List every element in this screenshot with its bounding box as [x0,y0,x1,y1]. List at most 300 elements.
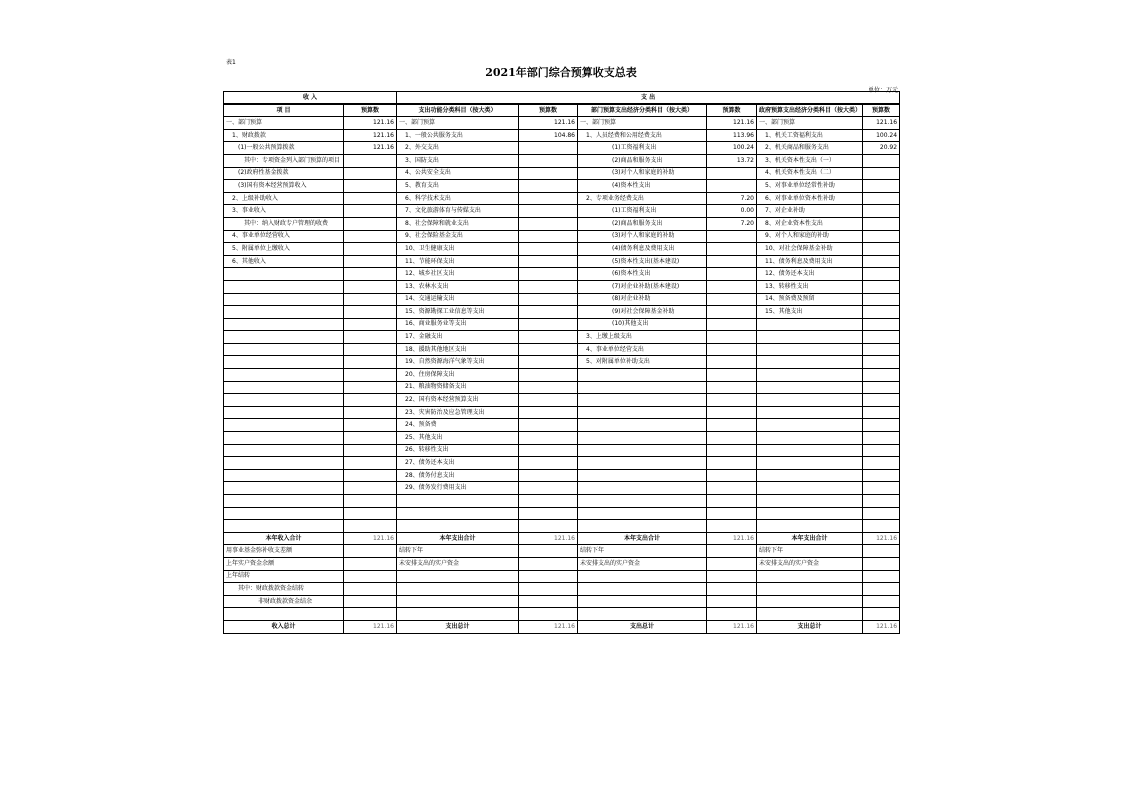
table-row [224,482,900,495]
income-value [344,192,397,205]
dept-econ-value-empty [707,406,757,419]
carry-income-label: 上年结转 [224,570,344,583]
gov-econ-label: 7、对企业补助 [757,205,863,218]
func-value [519,406,578,419]
income-label-empty [224,495,344,508]
dept-econ-label: 4、事业单位经营支出 [578,343,707,356]
table-row [224,180,900,193]
income-value-empty [344,268,397,281]
gov-econ-label: 6、对事业单位资本性补助 [757,192,863,205]
dept-econ-value [707,331,757,344]
func-value [519,432,578,445]
func-value [519,469,578,482]
carry-gov-label: 结转下年 [757,545,863,558]
table-row [224,129,900,142]
dept-econ-value-empty [707,369,757,382]
income-value-empty [344,457,397,470]
table-row [224,192,900,205]
carry-row [224,557,900,570]
carry-gov-label [757,570,863,583]
page-title: 2021年部门综合预算收支总表 [485,66,637,79]
table-row [224,406,900,419]
func-value: 121.16 [519,117,578,130]
dept-total-value: 121.16 [707,532,757,545]
carry-func-label [397,570,519,583]
section-header-row [224,92,900,105]
dept-econ-label-empty [578,419,707,432]
table-row [224,142,900,155]
income-value-empty [344,432,397,445]
income-label-empty [224,394,344,407]
dept-econ-label: 1、人员经费和公用经费支出 [578,129,707,142]
func-label: 6、科学技术支出 [397,192,519,205]
func-label: 一、部门预算 [397,117,519,130]
income-value-empty [344,356,397,369]
func-value [519,268,578,281]
carry-dept-label [578,583,707,596]
gov-total-value: 121.16 [863,532,900,545]
income-label-empty [224,369,344,382]
func-value [519,343,578,356]
dept-econ-value-empty [707,432,757,445]
empty-cell [863,608,900,621]
header-item: 项 目 [224,104,344,117]
empty-cell [397,608,519,621]
dept-econ-label-empty [578,381,707,394]
income-label-empty [224,268,344,281]
carry-income-value [344,557,397,570]
gov-econ-label: 3、机关资本性支出（一） [757,154,863,167]
dept-econ-value-empty [707,444,757,457]
func-value [519,217,578,230]
carry-income-value [344,570,397,583]
income-label: 5、附属单位上缴收入 [224,243,344,256]
func-value [519,394,578,407]
income-value-empty [344,306,397,319]
gov-total-label: 本年支出合计 [757,532,863,545]
func-value [519,482,578,495]
table-row [224,217,900,230]
carry-dept-value [707,545,757,558]
gov-econ-value-empty [863,331,900,344]
income-label: (1)一般公共预算拨款 [224,142,344,155]
carry-row [224,545,900,558]
dept-econ-value [707,243,757,256]
income-value-empty [344,394,397,407]
func-value [519,154,578,167]
gov-econ-value [863,268,900,281]
func-label: 17、金融支出 [397,331,519,344]
gov-econ-label-empty [757,356,863,369]
income-label-empty [224,432,344,445]
gov-econ-label: 1、机关工资福利支出 [757,129,863,142]
carry-income-label: 上年实户资金余额 [224,557,344,570]
carry-dept-value [707,583,757,596]
dept-econ-value [707,255,757,268]
gov-econ-value-empty [863,469,900,482]
gov-econ-value [863,167,900,180]
income-label-empty [224,469,344,482]
func-value [519,280,578,293]
gov-econ-value: 100.24 [863,129,900,142]
gov-econ-label-empty [757,507,863,520]
income-value-empty [344,293,397,306]
income-value-empty [344,469,397,482]
func-label: 4、公共安全支出 [397,167,519,180]
table-row [224,457,900,470]
func-label: 28、债务付息支出 [397,469,519,482]
carry-row [224,570,900,583]
income-label-empty [224,507,344,520]
carry-income-value [344,583,397,596]
income-total-value: 121.16 [344,532,397,545]
dept-econ-label: (9)对社会保障基金补助 [578,306,707,319]
gov-econ-label-empty [757,520,863,533]
func-value [519,457,578,470]
gov-econ-value [863,306,900,319]
income-label-empty [224,419,344,432]
gov-econ-label: 11、债务利息及费用支出 [757,255,863,268]
dept-econ-label-empty [578,457,707,470]
income-label-empty [224,444,344,457]
income-label: 其中：纳入财政专户管理的收费 [224,217,344,230]
dept-econ-value-empty [707,507,757,520]
gov-econ-value [863,293,900,306]
func-label: 5、教育支出 [397,180,519,193]
gov-econ-value-empty [863,457,900,470]
func-total-label: 本年支出合计 [397,532,519,545]
dept-econ-value [707,280,757,293]
func-label: 2、外交支出 [397,142,519,155]
income-value-empty [344,318,397,331]
func-label: 29、债务发行费用支出 [397,482,519,495]
income-label-empty [224,343,344,356]
gov-econ-label: 2、机关商品和服务支出 [757,142,863,155]
dept-econ-value-empty [707,457,757,470]
gov-econ-label: 14、预备费及预留 [757,293,863,306]
func-label: 16、商业服务业等支出 [397,318,519,331]
gov-econ-label-empty [757,495,863,508]
carry-gov-label [757,595,863,608]
carry-gov-value [863,570,900,583]
func-value [519,419,578,432]
gov-econ-label-empty [757,331,863,344]
gov-econ-label: 12、债务还本支出 [757,268,863,281]
dept-econ-label: (2)商品和服务支出 [578,217,707,230]
empty-cell [707,608,757,621]
income-label: 1、财政拨款 [224,129,344,142]
dept-econ-label: 一、部门预算 [578,117,707,130]
func-label: 18、援助其他地区支出 [397,343,519,356]
func-value [519,293,578,306]
func-label: 8、社会保障和就业支出 [397,217,519,230]
gov-econ-value-empty [863,507,900,520]
dept-econ-label: (5)资本性支出(基本建设) [578,255,707,268]
dept-econ-label: (7)对企业补助(基本建设) [578,280,707,293]
dept-econ-label-empty [578,469,707,482]
carry-dept-label: 结转下年 [578,545,707,558]
table-row [224,117,900,130]
income-value [344,180,397,193]
dept-econ-label: (1)工资福利支出 [578,205,707,218]
carry-income-label: 用事业基金弥补收支差额 [224,545,344,558]
income-value-empty [344,444,397,457]
table-row [224,205,900,218]
func-grand-label: 支出总计 [397,620,519,633]
table-row [224,394,900,407]
func-value [519,142,578,155]
gov-econ-label-empty [757,469,863,482]
dept-econ-value [707,318,757,331]
carry-dept-value [707,595,757,608]
carry-income-label: 其中：财政拨款资金结转 [224,583,344,596]
func-value [519,205,578,218]
func-value [519,331,578,344]
dept-econ-value-empty [707,419,757,432]
table-row [224,495,900,508]
gov-econ-label: 8、对企业资本性支出 [757,217,863,230]
dept-econ-label: 3、上缴上级支出 [578,331,707,344]
func-value [519,444,578,457]
dept-econ-value [707,343,757,356]
dept-econ-label: (4)债务利息及费用支出 [578,243,707,256]
carry-func-label: 结转下年 [397,545,519,558]
income-value-empty [344,343,397,356]
table-row [224,507,900,520]
gov-econ-value [863,230,900,243]
dept-econ-value [707,167,757,180]
func-label: 23、灾害防治及应急管理支出 [397,406,519,419]
income-label: (3)国有资本经营预算收入 [224,180,344,193]
income-label: 6、其他收入 [224,255,344,268]
carry-dept-label: 未安排支出的实户资金 [578,557,707,570]
spacer-row [224,608,900,621]
func-label: 14、交通运输支出 [397,293,519,306]
header-amount: 预算数 [707,104,757,117]
gov-econ-value [863,154,900,167]
income-value [344,217,397,230]
carry-dept-value [707,557,757,570]
dept-econ-label-empty [578,394,707,407]
table-row [224,469,900,482]
dept-econ-label-empty [578,369,707,382]
income-label: 一、部门预算 [224,117,344,130]
dept-econ-value [707,180,757,193]
func-label: 7、文化旅游体育与传媒支出 [397,205,519,218]
carry-income-value [344,595,397,608]
gov-econ-label-empty [757,432,863,445]
func-label: 12、城乡社区支出 [397,268,519,281]
income-value-empty [344,406,397,419]
dept-econ-label: (1)工资福利支出 [578,142,707,155]
dept-econ-value [707,230,757,243]
func-value [519,192,578,205]
dept-econ-value: 100.24 [707,142,757,155]
dept-grand-value: 121.16 [707,620,757,633]
dept-econ-value-empty [707,381,757,394]
income-value [344,243,397,256]
gov-econ-value-empty [863,520,900,533]
table-row [224,268,900,281]
gov-econ-value [863,280,900,293]
func-value: 104.86 [519,129,578,142]
gov-grand-value: 121.16 [863,620,900,633]
table-row [224,369,900,382]
dept-econ-value-empty [707,482,757,495]
gov-econ-value-empty [863,406,900,419]
carry-gov-value [863,557,900,570]
income-grand-label: 收入总计 [224,620,344,633]
func-value [519,369,578,382]
table-row [224,520,900,533]
dept-econ-value-empty [707,469,757,482]
dept-econ-value-empty [707,520,757,533]
carry-gov-label: 未安排支出的实户资金 [757,557,863,570]
unit-label: 单位：万元 [867,87,898,94]
dept-econ-label: (2)商品和服务支出 [578,154,707,167]
gov-econ-value [863,243,900,256]
gov-econ-value-empty [863,369,900,382]
dept-econ-label-empty [578,444,707,457]
gov-econ-value-empty [863,444,900,457]
func-label-empty [397,507,519,520]
carry-gov-label [757,583,863,596]
func-value [519,255,578,268]
gov-econ-label: 13、转移性支出 [757,280,863,293]
dept-econ-label-empty [578,520,707,533]
carry-dept-label [578,570,707,583]
income-label-empty [224,520,344,533]
gov-econ-value [863,180,900,193]
income-value: 121.16 [344,117,397,130]
carry-func-value [519,570,578,583]
dept-econ-value-empty [707,495,757,508]
gov-econ-value-empty [863,482,900,495]
income-label-empty [224,293,344,306]
column-header-row [224,104,900,117]
income-value-empty [344,495,397,508]
table-row [224,255,900,268]
dept-econ-label: 5、对附属单位补助支出 [578,356,707,369]
income-value [344,255,397,268]
table-row [224,444,900,457]
budget-summary-table [223,91,900,634]
gov-econ-value [863,205,900,218]
header-gov-econ: 政府预算支出经济分类科目（按大类） [757,104,863,117]
table-row [224,331,900,344]
header-amount: 预算数 [863,104,900,117]
carry-income-label: 非财政拨款资金结余 [224,595,344,608]
gov-econ-value-empty [863,394,900,407]
gov-econ-label-empty [757,482,863,495]
gov-econ-value-empty [863,343,900,356]
gov-econ-label-empty [757,343,863,356]
carry-gov-value [863,595,900,608]
func-value [519,318,578,331]
empty-cell [519,608,578,621]
dept-econ-value [707,356,757,369]
table-row [224,318,900,331]
gov-econ-value-empty [863,381,900,394]
income-label-empty [224,482,344,495]
carry-func-label: 未安排支出的实户资金 [397,557,519,570]
func-value [519,167,578,180]
table-row [224,154,900,167]
dept-econ-value: 7.20 [707,217,757,230]
func-label: 27、债务还本支出 [397,457,519,470]
income-value-empty [344,482,397,495]
dept-econ-label-empty [578,507,707,520]
gov-econ-label: 10、对社会保障基金补助 [757,243,863,256]
gov-econ-label: 5、对事业单位经常性补助 [757,180,863,193]
dept-econ-label: (3)对个人和家庭的补助 [578,167,707,180]
empty-cell [344,608,397,621]
income-value: 121.16 [344,129,397,142]
table-row [224,432,900,445]
func-label: 25、其他支出 [397,432,519,445]
carry-func-value [519,583,578,596]
income-label-empty [224,381,344,394]
table-row [224,343,900,356]
income-label-empty [224,280,344,293]
func-value [519,381,578,394]
income-value [344,154,397,167]
gov-econ-value [863,192,900,205]
empty-cell [578,608,707,621]
header-dept-econ: 部门预算支出经济分类科目（按大类） [578,104,707,117]
table-row [224,243,900,256]
dept-econ-value [707,306,757,319]
func-label: 22、国有资本经营预算支出 [397,394,519,407]
income-label: 4、事业单位经营收入 [224,230,344,243]
income-label: (2)政府性基金拨款 [224,167,344,180]
table-row [224,230,900,243]
gov-econ-label: 4、机关资本性支出（二） [757,167,863,180]
func-value [519,306,578,319]
table-row [224,167,900,180]
income-value: 121.16 [344,142,397,155]
dept-econ-label-empty [578,432,707,445]
func-label: 21、粮油物资储备支出 [397,381,519,394]
income-value-empty [344,520,397,533]
func-label: 9、社会保险基金支出 [397,230,519,243]
income-value [344,205,397,218]
table-row [224,306,900,319]
carry-gov-value [863,583,900,596]
grand-total-row [224,620,900,633]
gov-econ-value-empty [863,356,900,369]
gov-econ-label-empty [757,381,863,394]
income-label-empty [224,331,344,344]
carry-func-value [519,557,578,570]
dept-econ-value: 121.16 [707,117,757,130]
page-note: 表1 [226,59,236,66]
func-value [519,180,578,193]
income-value-empty [344,419,397,432]
dept-total-label: 本年支出合计 [578,532,707,545]
carry-func-value [519,595,578,608]
income-value-empty [344,507,397,520]
gov-econ-label-empty [757,394,863,407]
dept-econ-value: 13.72 [707,154,757,167]
gov-econ-value: 20.92 [863,142,900,155]
func-value-empty [519,495,578,508]
income-label-empty [224,318,344,331]
gov-econ-label-empty [757,369,863,382]
gov-econ-label: 一、部门预算 [757,117,863,130]
func-label: 24、预备费 [397,419,519,432]
table-row [224,419,900,432]
